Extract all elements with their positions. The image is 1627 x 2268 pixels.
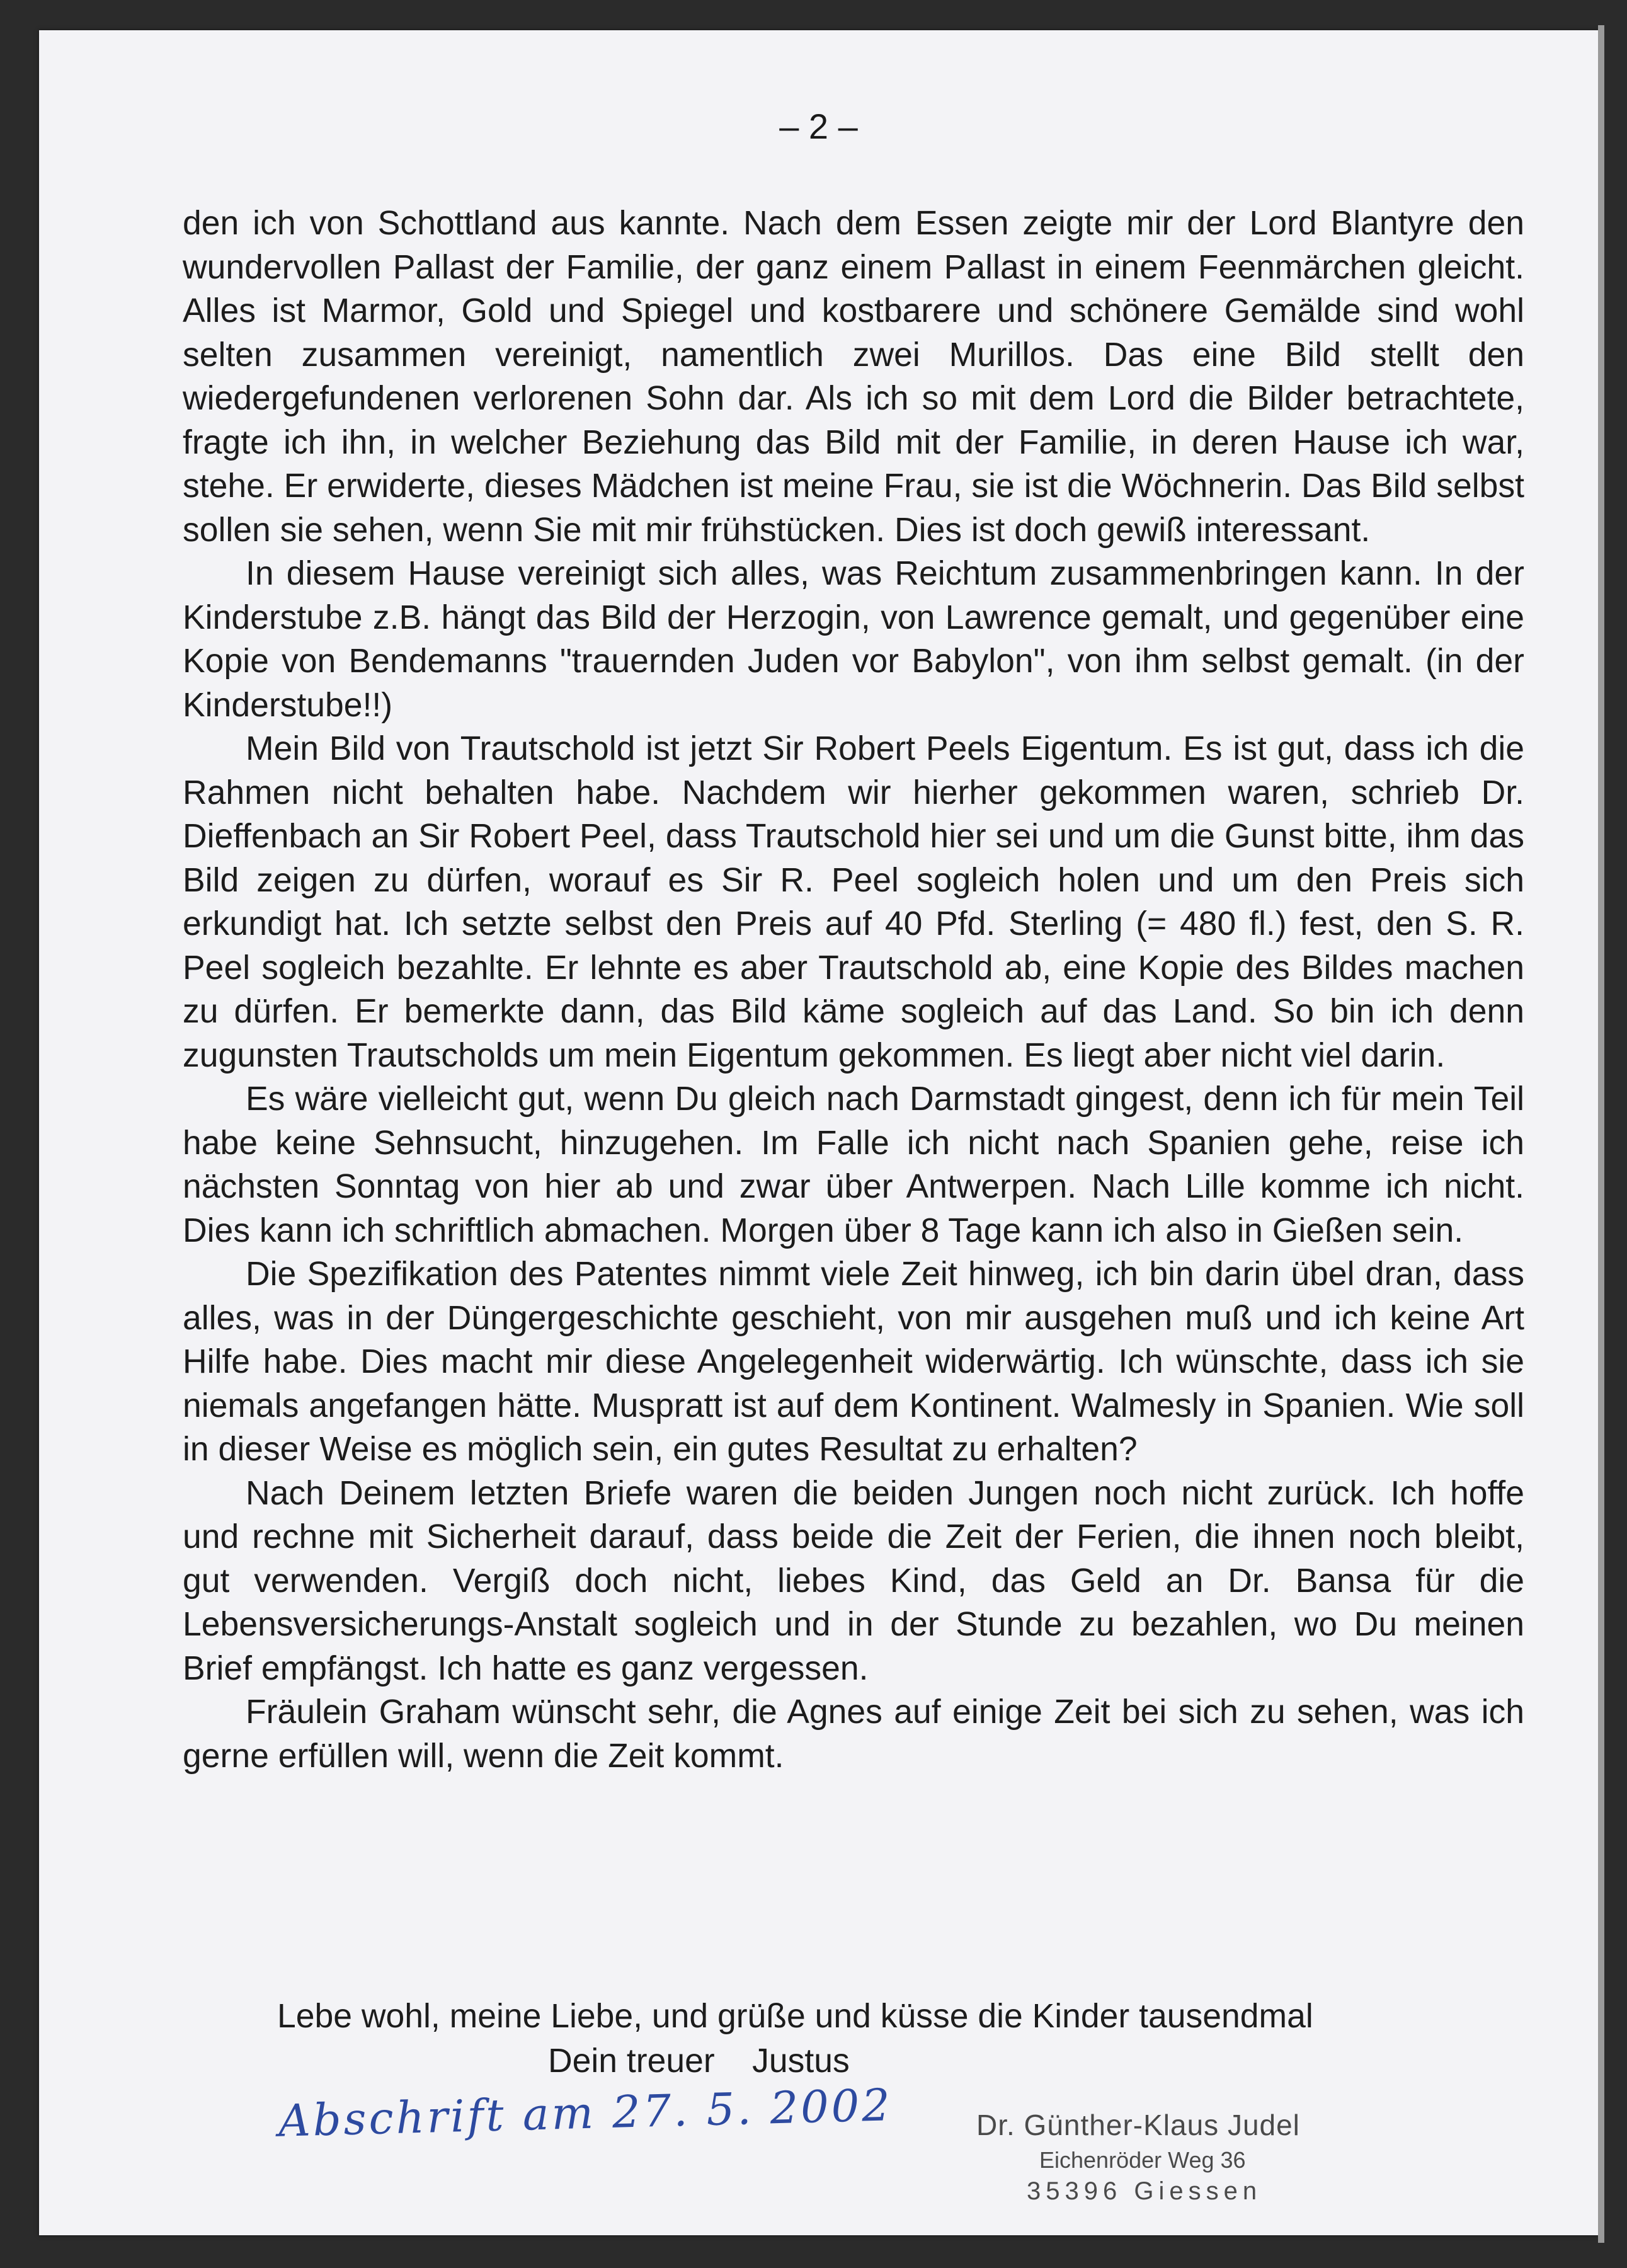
closing-line: Lebe wohl, meine Liebe, und grüße und küsse die Kinder tausendmal — [277, 1998, 1313, 2035]
paragraph: In diesem Hause vereinigt sich alles, was Reichtum zusammenbringen kann. In der Kinderstube z.B. hängt das Bild der Herzogin, von Lawrence gemalt, und gegenüber eine Kopie von Bendemanns "trauernden Juden vor Babylon", von ihm selbst gemalt. (in der Kinderstube!!) — [183, 555, 1524, 724]
paragraph: Fräulein Graham wünscht sehr, die Agnes auf einige Zeit bei sich zu sehen, was ich gerne erfüllen will, wenn die Zeit kommt. — [183, 1693, 1524, 1775]
handwritten-note: Abschrift am 27. 5. 2002 — [278, 2079, 893, 2147]
stamp-name: Dr. Günther-Klaus Judel — [976, 2109, 1300, 2141]
paragraph: Nach Deinem letzten Briefe waren die beiden Jungen noch nicht zurück. Ich hoffe und rechne mit Sicherheit darauf, dass beide die Zeit der Ferien, die ihnen noch bleibt, gut verwenden. Vergiß doch nicht, liebes Kind, das Geld an Dr. Bansa für die Lebensversicherungs-Anstalt sogleich und in der Stunde zu bezahlen, wo Du meinen Brief empfängst. Ich hatte es ganz vergessen. — [183, 1474, 1524, 1687]
paragraph: Mein Bild von Trautschold ist jetzt Sir Robert Peels Eigentum. Es ist gut, dass ich die Rahmen nicht behalten habe. Nachdem wir hierher gekommen waren, schrieb Dr. Dieffenbach an Sir Robert Peel, dass Trautschold hier sei und um die Gunst bitte, ihm das Bild zeigen zu dürfen, worauf es Sir R. Peel sogleich holen und um den Preis sich erkundigt hat. Ich setzte selbst den Preis auf 40 Pfd. Sterling (= 480 fl.) fest, den S. R. Peel sogleich bezahlte. Er lehnte es aber Trautschold ab, eine Kopie des Bildes machen zu dürfen. Er bemerkte dann, das Bild käme sogleich auf das Land. So bin ich denn zugunsten Trautscholds um mein Eigentum gekommen. Es liegt aber nicht viel darin. — [183, 730, 1524, 1074]
stamp-street: Eichenröder Weg 36 — [1039, 2147, 1246, 2173]
stamp-city: 35396 Giessen — [1027, 2177, 1262, 2205]
page-edge — [1598, 25, 1604, 2243]
paragraph: Es wäre vielleicht gut, wenn Du gleich nach Darmstadt gingest, denn ich für mein Teil habe keine Sehnsucht, hinzugehen. Im Falle ich nicht nach Spanien gehe, reise ich nächsten Sonntag von hier ab und zwar über Antwerpen. Nach Lille komme ich nicht. Dies kann ich schriftlich abmachen. Morgen über 8 Tage kann ich also in Gießen sein. — [183, 1080, 1524, 1249]
address-stamp — [976, 2108, 1329, 2206]
paragraph: den ich von Schottland aus kannte. Nach dem Essen zeigte mir der Lord Blantyre den wundervollen Pallast der Familie, der ganz einem Pallast in einem Feenmärchen gleicht. Alles ist Marmor, Gold und Spiegel und kostbarere und schönere Gemälde sind wohl selten zusammen vereinigt, namentlich zwei Murillos. Das eine Bild stellt den wiedergefundenen verlorenen Sohn dar. Als ich so mit dem Lord die Bilder betrachtete, fragte ich ihn, in welcher Beziehung das Bild mit der Familie, in deren Hause ich war, stehe. Er erwiderte, dieses Mädchen ist meine Frau, sie ist die Wöchnerin. Das Bild selbst sollen sie sehen, wenn Sie mit mir frühstücken. Dies ist doch gewiß interessant. — [183, 205, 1524, 549]
letter-body — [183, 202, 1524, 1778]
document-page — [39, 30, 1598, 2235]
signature-line: Dein treuer Justus — [548, 2042, 850, 2080]
paragraph: Die Spezifikation des Patentes nimmt viele Zeit hinweg, ich bin darin übel dran, dass alles, was in der Düngergeschichte geschieht, von mir ausgehen muß und ich keine Art Hilfe habe. Dies macht mir diese Angelegenheit widerwärtig. Ich wünschte, dass ich sie niemals angefangen hätte. Muspratt ist auf dem Kontinent. Walmesly in Spanien. Wie soll in dieser Weise es möglich sein, ein gutes Resultat zu erhalten? — [183, 1256, 1524, 1468]
page-number: – 2 – — [779, 106, 858, 146]
